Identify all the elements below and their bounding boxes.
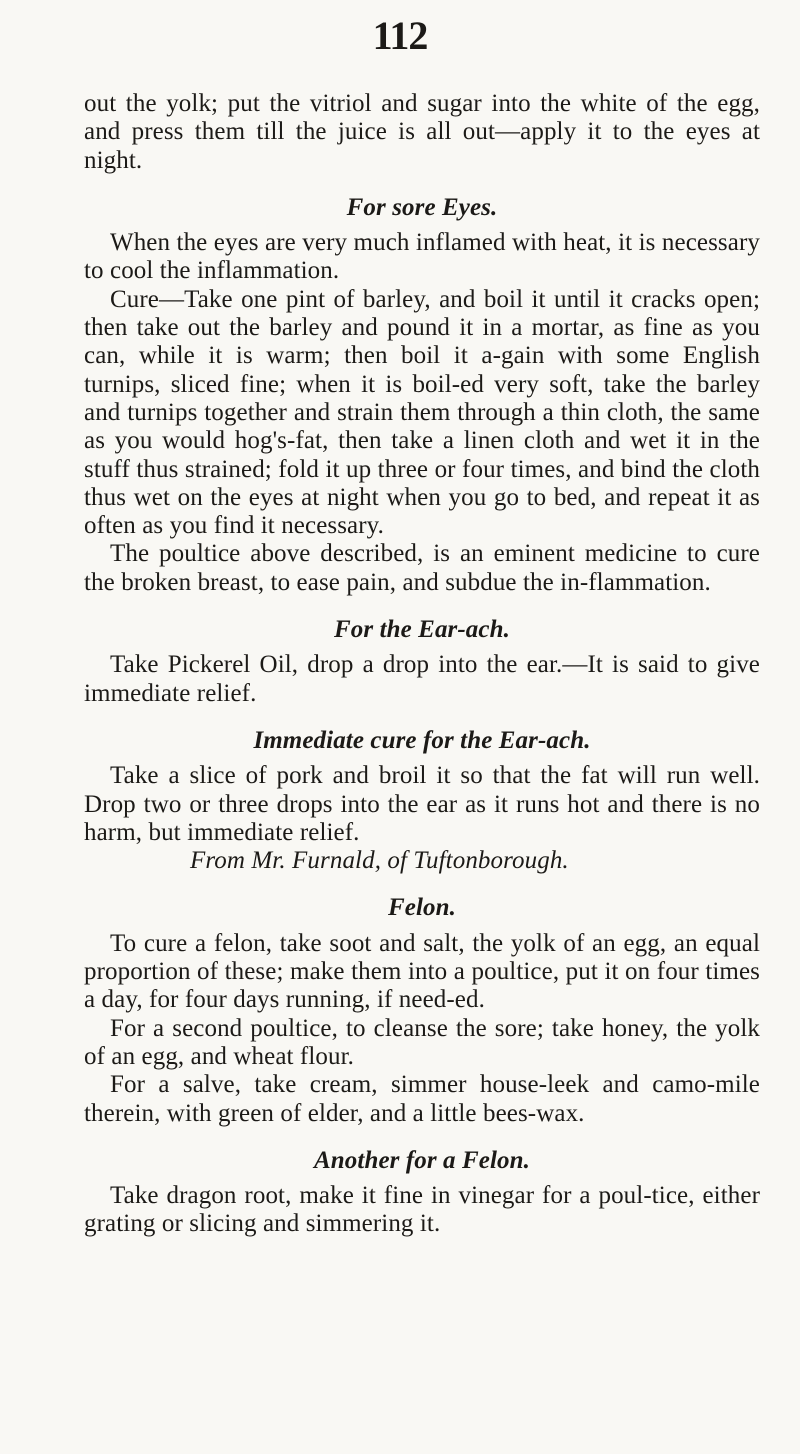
section-heading-another-felon: Another for a Felon. [314,1146,530,1174]
paragraph-sore-eyes-cure: Cure—Take one pint of barley, and boil it until it cracks open; then take out the barley and pound it in a mortar, as fine as you can, while it is warm; then boil it a-gain with some English turnips, sliced fine; when it is boil-ed very soft, take the barley and turnips together and strain them through a thin cloth, the same as you would hog's-fat, then take a linen cloth and wet it in the stuff thus strained; fold it up three or four times, and bind the cloth thus wet on the eyes at night when you go to bed, and repeat it as often as you find it necessary. [84,285,760,540]
section-heading-sore-eyes: For sore Eyes. [346,193,498,221]
section-heading-felon: Felon. [388,894,456,922]
continued-paragraph: out the yolk; put the vitriol and sugar into the white of the egg, and press them till the juice is all out—apply it to the eyes at night. [84,90,760,174]
section-heading-immediate-cure: Immediate cure for the Ear-ach. [253,726,591,754]
paragraph-another-felon: Take dragon root, make it fine in vinegar for a poul-tice, either grating or slicing and simmering it. [84,1182,760,1238]
page-number: 112 [372,13,428,58]
section-heading-ear-ach: For the Ear-ach. [334,616,510,644]
paragraph-felon-second-poultice: For a second poultice, to cleanse the sore; take honey, the yolk of an egg, and wheat flour. [84,1014,760,1070]
page-text [84,90,760,1239]
paragraph-ear-ach: Take Pickerel Oil, drop a drop into the ear.—It is said to give immediate relief. [84,651,760,707]
paragraph-felon-cure: To cure a felon, take soot and salt, the yolk of an egg, an equal proportion of these; make them into a poultice, put it on four times a day, for four days running, if need-ed. [84,929,760,1014]
paragraph-immediate-cure: Take a slice of pork and broil it so that the fat will run well. Drop two or three drops into the ear as it runs hot and there is no harm, but immediate relief. [84,762,760,846]
paragraph-sore-eyes-poultice: The poultice above described, is an eminent medicine to cure the broken breast, to ease pain, and subdue the in-flammation. [84,540,760,596]
paragraph-sore-eyes-intro: When the eyes are very much inflamed with heat, it is necessary to cool the inflammation. [84,229,760,285]
attribution-line: From Mr. Furnald, of Tuftonborough. [190,847,569,875]
paragraph-felon-salve: For a salve, take cream, simmer house-leek and camo-mile therein, with green of elder, and a little bees-wax. [84,1071,760,1127]
